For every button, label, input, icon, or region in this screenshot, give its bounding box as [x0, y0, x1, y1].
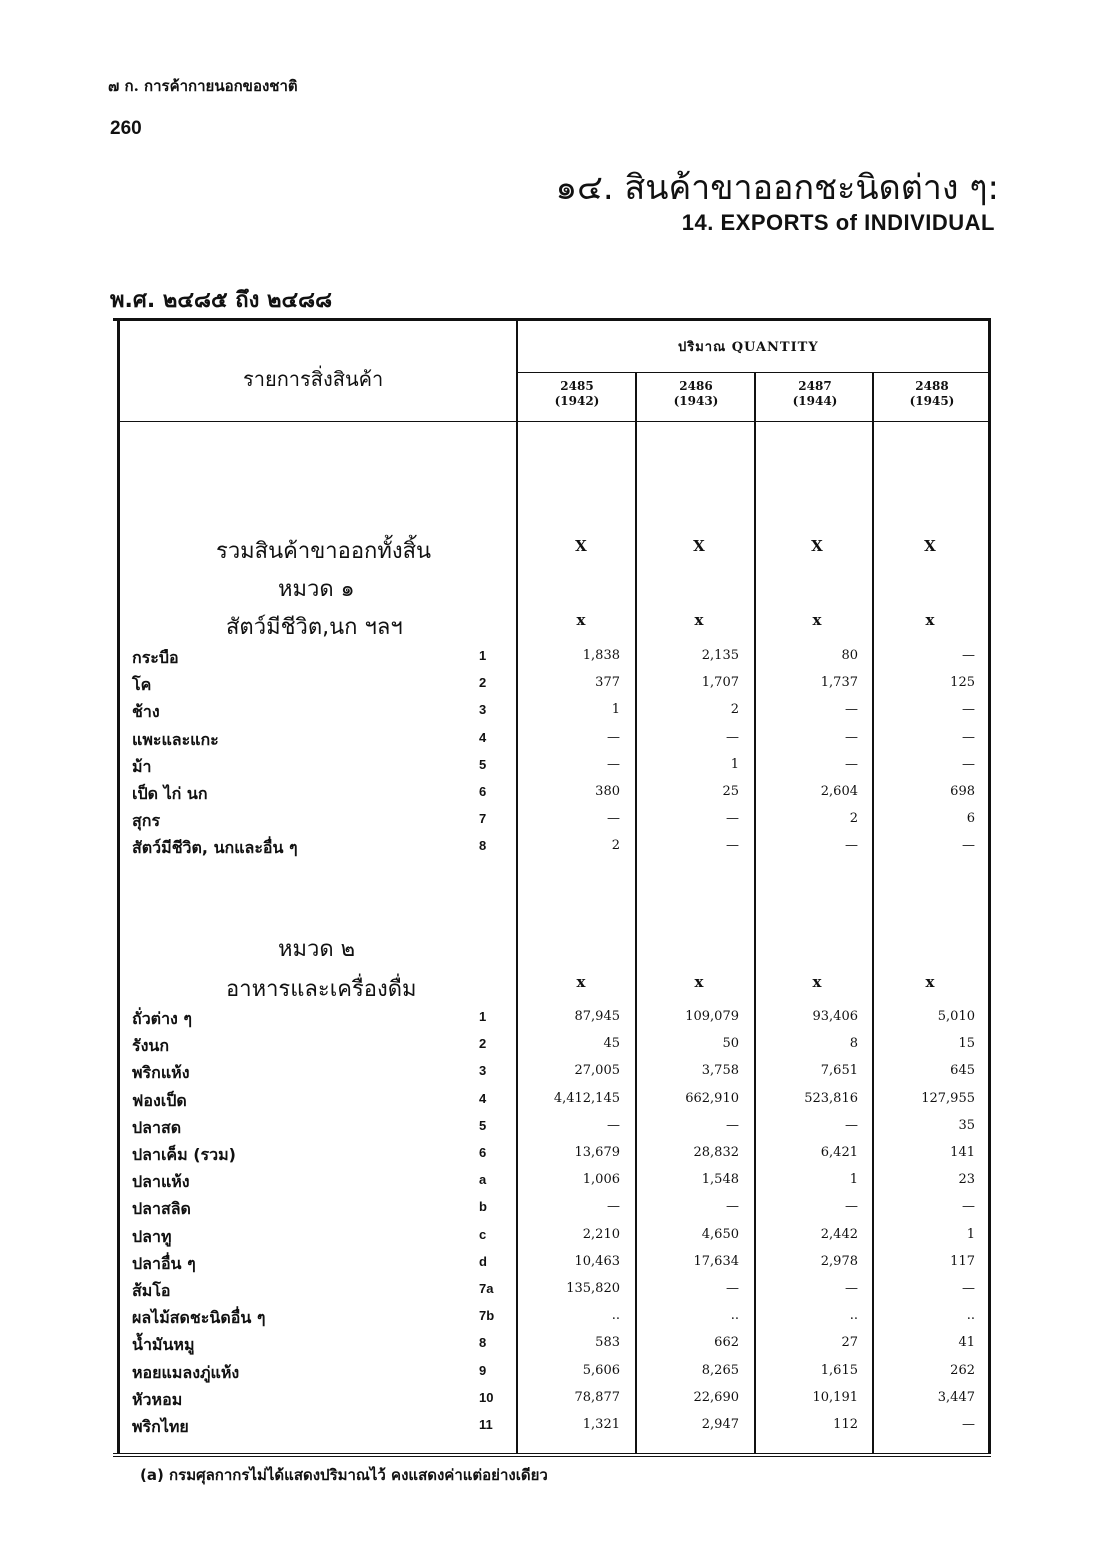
- item-number: 1: [479, 1009, 487, 1024]
- item-number: 5: [479, 1117, 487, 1133]
- quantity-cell: —: [726, 1117, 739, 1133]
- quantity-cell: 6,421: [820, 1145, 858, 1160]
- quantity-cell: 662: [714, 1335, 739, 1351]
- item-label: กระบือ: [132, 648, 179, 667]
- group-2-value: x: [694, 973, 704, 991]
- quantity-cell: 377: [595, 675, 620, 691]
- item-number: 7: [479, 811, 487, 827]
- quantity-cell: 4,412,145: [553, 1090, 620, 1106]
- quantity-cell: 662,910: [685, 1090, 739, 1106]
- quantity-cell: ..: [966, 1308, 975, 1324]
- quantity-cell: 1: [849, 1172, 858, 1188]
- quantity-cell: —: [962, 1417, 975, 1432]
- quantity-cell: —: [607, 729, 620, 745]
- footnote: (a) กรมศุลกากรไม่ได้แสดงปริมาณไว้ คงแสดงค่าแต่อย่างเดียว: [140, 1466, 548, 1484]
- quantity-cell: 4,650: [701, 1226, 739, 1242]
- item-label: ถั่วต่าง ๆ: [132, 1009, 193, 1028]
- total-exports-label: รวมสินค้าขาออกทั้งสิ้น: [216, 539, 432, 564]
- quantity-cell: 3,447: [937, 1389, 975, 1405]
- quantity-cell: 10,463: [574, 1253, 620, 1269]
- quantity-cell: 2,135: [701, 648, 739, 663]
- quantity-cell: —: [607, 1199, 620, 1215]
- quantity-cell: —: [845, 1281, 858, 1296]
- quantity-cell: 117: [950, 1253, 975, 1269]
- quantity-cell: 125: [950, 675, 975, 691]
- item-number: 2: [479, 1036, 487, 1052]
- quantity-cell: —: [845, 729, 858, 745]
- quantity-cell: —: [845, 702, 858, 718]
- quantity-cell: 78,877: [574, 1389, 620, 1405]
- quantity-cell: 135,820: [566, 1281, 620, 1296]
- item-label: ปลาสลิด: [132, 1199, 191, 1219]
- quantity-cell: 1,615: [820, 1362, 858, 1378]
- item-number: b: [479, 1199, 487, 1215]
- item-label: หอยแมลงภู่แห้ง: [132, 1362, 240, 1382]
- quantity-cell: 1,548: [701, 1172, 739, 1188]
- group-1-title: หมวด ๑: [278, 577, 355, 602]
- quantity-cell: 262: [950, 1362, 975, 1378]
- item-label: ส้มโอ: [132, 1281, 171, 1300]
- quantity-cell: —: [607, 756, 620, 772]
- group-1-value: x: [812, 611, 822, 629]
- quantity-cell: —: [845, 838, 858, 854]
- quantity-cell: 23: [958, 1172, 975, 1188]
- header-bottom-rule: [117, 421, 988, 422]
- quantity-cell: 45: [603, 1036, 620, 1052]
- table-row: [113, 1034, 991, 1061]
- item-label: ปลาเค็ม (รวม): [132, 1145, 236, 1164]
- quantity-cell: 1,737: [820, 675, 858, 691]
- item-label: หัวหอม: [132, 1389, 183, 1409]
- quantity-cell: 41: [958, 1335, 975, 1351]
- table-row: [113, 1388, 991, 1415]
- group-2-value: x: [925, 973, 935, 991]
- item-number: 10: [479, 1389, 494, 1405]
- quantity-cell: 27: [841, 1335, 858, 1351]
- item-label: ผลไม้สดชะนิดอื่น ๆ: [132, 1308, 266, 1328]
- group-2-subtitle: อาหารและเครื่องดื่ม: [226, 977, 417, 1002]
- table-row: [113, 809, 991, 836]
- table-row: [113, 1061, 991, 1088]
- item-number: 5: [479, 756, 487, 772]
- quantity-cell: 380: [595, 784, 620, 799]
- item-number: d: [479, 1253, 487, 1269]
- quantity-cell: —: [845, 1199, 858, 1215]
- table-row: [113, 755, 991, 782]
- quantity-cell: 27,005: [574, 1063, 620, 1079]
- quantity-cell: —: [607, 811, 620, 827]
- item-number: 2: [479, 675, 487, 691]
- page-title-thai: ๑๔. สินค้าขาออกชะนิดต่าง ๆ:: [555, 168, 999, 208]
- quantity-cell: 2: [849, 811, 858, 827]
- quantity-cell: 141: [950, 1145, 975, 1160]
- quantity-cell: 698: [950, 784, 975, 799]
- item-column-header: รายการสิ่งสินค้า: [243, 367, 384, 391]
- item-number: 4: [479, 729, 487, 745]
- item-label: ปลาทู: [132, 1226, 172, 1246]
- group-2-value: x: [812, 973, 822, 991]
- quantity-cell: —: [845, 756, 858, 772]
- quantity-cell: 5,606: [582, 1362, 620, 1378]
- year-header: 2485 (1942): [554, 379, 600, 408]
- chapter-heading: ๗ ก. การค้ากายนอกของชาติ: [108, 77, 298, 95]
- item-number: 7b: [479, 1308, 495, 1324]
- quantity-cell: 87,945: [574, 1009, 620, 1024]
- quantity-cell: —: [607, 1117, 620, 1133]
- quantity-header: ปริมาณ QUANTITY: [678, 340, 819, 355]
- quantity-cell: 1: [966, 1226, 975, 1242]
- year-header: 2487 (1944): [792, 379, 838, 408]
- table-row: [113, 1143, 991, 1170]
- quantity-cell: 17,634: [693, 1253, 739, 1269]
- item-number: 4: [479, 1090, 487, 1106]
- exports-table: [113, 318, 991, 1457]
- group-1-value: x: [925, 611, 935, 629]
- table-row: [113, 1415, 991, 1442]
- item-number: 3: [479, 1063, 487, 1079]
- item-number: 8: [479, 1335, 487, 1351]
- total-value: X: [924, 537, 936, 555]
- item-number: 7a: [479, 1281, 494, 1296]
- table-row: [113, 1252, 991, 1279]
- quantity-cell: 2,604: [820, 784, 858, 799]
- quantity-cell: 25: [722, 784, 739, 799]
- quantity-cell: —: [726, 838, 739, 854]
- quantity-cell: —: [726, 811, 739, 827]
- item-number: 6: [479, 1145, 487, 1160]
- table-row: [113, 673, 991, 700]
- quantity-cell: —: [962, 648, 975, 663]
- quantity-cell: 3,758: [701, 1063, 739, 1079]
- group-1-subtitle: สัตว์มีชีวิต,นก ฯลฯ: [226, 615, 403, 640]
- table-row: [113, 700, 991, 727]
- quantity-cell: 127,955: [921, 1090, 975, 1106]
- item-label: เป็ด ไก่ นก: [132, 784, 208, 803]
- quantity-cell: 1,006: [582, 1172, 620, 1188]
- quantity-cell: —: [962, 1281, 975, 1296]
- total-value: X: [693, 537, 705, 555]
- table-row: [113, 1170, 991, 1197]
- quantity-cell: —: [962, 1199, 975, 1215]
- quantity-cell: 1: [611, 702, 620, 718]
- table-row: [113, 1361, 991, 1388]
- quantity-cell: 6: [966, 811, 975, 827]
- item-label: ปลาสด: [132, 1117, 182, 1137]
- quantity-cell: 1: [730, 756, 739, 772]
- table-row: [113, 1333, 991, 1360]
- quantity-cell: 523,816: [804, 1090, 858, 1106]
- item-label: แพะและแกะ: [132, 729, 219, 749]
- table-row: [113, 1197, 991, 1224]
- item-label: น้ำมันหมู: [132, 1335, 195, 1355]
- item-number: a: [479, 1172, 487, 1188]
- group-1-value: x: [694, 611, 704, 629]
- quantity-header-rule: [516, 372, 988, 373]
- quantity-cell: —: [962, 729, 975, 745]
- quantity-cell: 50: [722, 1036, 739, 1052]
- item-label: พริกแห้ง: [132, 1063, 190, 1083]
- quantity-cell: —: [726, 729, 739, 745]
- quantity-cell: 2,947: [701, 1417, 739, 1432]
- item-label: ปลาแห้ง: [132, 1172, 190, 1192]
- item-label: ปลาอื่น ๆ: [132, 1253, 196, 1273]
- table-row: [113, 1225, 991, 1252]
- quantity-cell: 2: [730, 702, 739, 718]
- table-row: [113, 836, 991, 863]
- table-row: [113, 646, 991, 673]
- quantity-cell: 7,651: [820, 1063, 858, 1079]
- item-number: c: [479, 1226, 487, 1242]
- table-row: [113, 1306, 991, 1333]
- table-row: [113, 1279, 991, 1306]
- quantity-cell: 22,690: [693, 1389, 739, 1405]
- quantity-cell: 2,210: [582, 1226, 620, 1242]
- period-label: พ.ศ. ๒๔๘๕ ถึง ๒๔๘๘: [110, 288, 333, 313]
- quantity-cell: 2,978: [820, 1253, 858, 1269]
- total-value: X: [811, 537, 823, 555]
- quantity-cell: 583: [595, 1335, 620, 1351]
- group-2-value: x: [576, 973, 586, 991]
- quantity-cell: —: [845, 1117, 858, 1133]
- item-number: 11: [479, 1417, 493, 1432]
- quantity-cell: 15: [958, 1036, 975, 1052]
- quantity-cell: 13,679: [574, 1145, 620, 1160]
- quantity-cell: 10,191: [812, 1389, 858, 1405]
- item-label: พริกไทย: [132, 1417, 189, 1436]
- quantity-cell: 2: [611, 838, 620, 854]
- quantity-cell: 109,079: [685, 1009, 739, 1024]
- page-title-english: 14. EXPORTS of INDIVIDUAL: [681, 210, 995, 235]
- item-number: 6: [479, 784, 487, 799]
- quantity-cell: 645: [950, 1063, 975, 1079]
- item-label: สุกร: [132, 811, 161, 831]
- quantity-cell: —: [726, 1281, 739, 1296]
- item-label: โค: [132, 675, 152, 695]
- quantity-cell: 8: [849, 1036, 858, 1052]
- item-label: ฟองเป็ด: [132, 1090, 187, 1110]
- quantity-cell: 1,838: [582, 648, 620, 663]
- quantity-cell: —: [962, 838, 975, 854]
- year-header: 2486 (1943): [673, 379, 719, 408]
- quantity-cell: 2,442: [820, 1226, 858, 1242]
- total-value: X: [575, 537, 587, 555]
- item-number: 3: [479, 702, 487, 718]
- item-label: ม้า: [132, 756, 152, 776]
- quantity-cell: 1,707: [701, 675, 739, 691]
- item-number: 1: [479, 648, 487, 663]
- table-row: [113, 1007, 991, 1034]
- quantity-cell: ..: [730, 1308, 739, 1324]
- table-row: [113, 1089, 991, 1116]
- table-row: [113, 728, 991, 755]
- group-1-value: x: [576, 611, 586, 629]
- quantity-cell: ..: [611, 1308, 620, 1324]
- item-label: สัตว์มีชีวิต, นกและอื่น ๆ: [132, 838, 298, 858]
- quantity-cell: 80: [841, 648, 858, 663]
- quantity-cell: 35: [958, 1117, 975, 1133]
- quantity-cell: 93,406: [812, 1009, 858, 1024]
- item-number: 8: [479, 838, 487, 854]
- item-label: ช้าง: [132, 702, 160, 722]
- item-label: รังนก: [132, 1036, 170, 1056]
- quantity-cell: 28,832: [693, 1145, 739, 1160]
- quantity-cell: 112: [833, 1417, 858, 1432]
- quantity-cell: ..: [849, 1308, 858, 1324]
- quantity-cell: 8,265: [701, 1362, 739, 1378]
- quantity-cell: —: [962, 756, 975, 772]
- year-header: 2488 (1945): [909, 379, 955, 408]
- page-number: 260: [110, 118, 142, 139]
- quantity-cell: —: [726, 1199, 739, 1215]
- quantity-cell: 5,010: [937, 1009, 975, 1024]
- table-row: [113, 1116, 991, 1143]
- quantity-cell: 1,321: [582, 1417, 620, 1432]
- table-row: [113, 782, 991, 809]
- item-number: 9: [479, 1362, 487, 1378]
- quantity-cell: —: [962, 702, 975, 718]
- group-2-title: หมวด ๒: [278, 937, 356, 962]
